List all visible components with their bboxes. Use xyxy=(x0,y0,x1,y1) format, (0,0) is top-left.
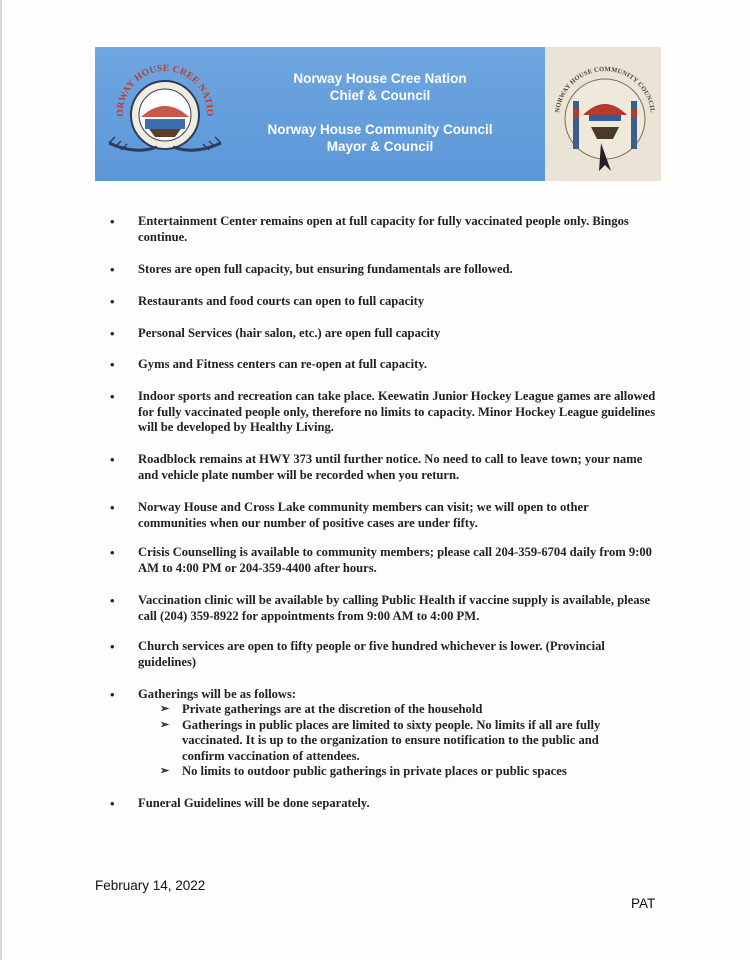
bullet-icon: • xyxy=(110,796,115,811)
sub-list-item-text: Gatherings in public places are limited to sixty people. No limits if all are fully vaccinated. It is up to the organization to ensure notification to the public and confirm vaccination of attendees. xyxy=(182,717,601,763)
bullet-icon: • xyxy=(110,500,115,515)
sub-list-item-text: No limits to outdoor public gatherings in private places or public spaces xyxy=(182,764,567,778)
sub-list-item-text: Private gatherings are at the discretion of the household xyxy=(182,702,483,716)
list-item-text: Stores are open full capacity, but ensuring fundamentals are followed. xyxy=(138,262,513,276)
list-item-text: Personal Services (hair salon, etc.) are open full capacity xyxy=(138,326,441,340)
header-title-block xyxy=(230,47,530,181)
header-line-chief: Chief & Council xyxy=(329,88,431,103)
bullet-icon: • xyxy=(110,262,115,277)
bullet-icon: • xyxy=(110,326,115,341)
bullet-icon: • xyxy=(110,389,115,404)
header-line-nation: Norway House Cree Nation xyxy=(293,71,467,86)
bullet-icon: • xyxy=(110,214,115,229)
arrow-bullet-icon: ➢ xyxy=(160,718,170,731)
cree-nation-logo-icon xyxy=(105,55,225,171)
sub-list-item xyxy=(160,764,640,780)
bullet-icon: • xyxy=(110,294,115,309)
bullet-icon: • xyxy=(110,593,115,608)
bullet-icon: • xyxy=(110,545,115,560)
list-item-text: Entertainment Center remains open at full capacity for fully vaccinated people only. Bingos continue. xyxy=(138,214,629,244)
bullet-icon: • xyxy=(110,687,115,702)
sub-list-item xyxy=(160,702,640,718)
header-banner xyxy=(95,47,661,181)
bullet-icon: • xyxy=(110,357,115,372)
gatherings-sublist xyxy=(160,702,640,780)
community-council-logo-icon xyxy=(545,47,661,181)
list-item-text: Gatherings will be as follows: xyxy=(138,687,297,701)
list-item-text: Church services are open to fifty people or five hundred whichever is lower. (Provincial guidelines) xyxy=(138,639,605,669)
list-item-text: Gyms and Fitness centers can re-open at full capacity. xyxy=(138,357,428,371)
svg-text:NORWAY HOUSE CREE NATION: ORWAY HOUSE CREE NATIO xyxy=(115,63,215,117)
list-item-text: Funeral Guidelines will be done separately. xyxy=(138,796,370,810)
arrow-bullet-icon: ➢ xyxy=(160,765,170,777)
list-item-text: Crisis Counselling is available to community members; please call 204-359-6704 daily from 9:00 AM to 4:00 PM or 204-359-4400 after hours. xyxy=(138,545,652,575)
list-item-text: Restaurants and food courts can open to full capacity xyxy=(138,294,425,308)
list-item-text: Roadblock remains at HWY 373 until further notice. No need to call to leave town; your name and vehicle plate number will be recorded when you return. xyxy=(138,452,643,482)
header-line-mayor: Mayor & Council xyxy=(326,139,434,154)
svg-text:NORWAY HOUSE COMMUNITY COUNCIL: NORWAY HOUSE COMMUNITY COUNCIL xyxy=(554,65,656,114)
list-item-text: Norway House and Cross Lake community members can visit; we will open to other communities when our number of positive cases are under fifty. xyxy=(138,500,589,530)
list-item-text: Indoor sports and recreation can take place. Keewatin Junior Hockey League games are allowed for fully vaccinated people only, therefore no limits to capacity. Minor Hockey League guidelines will be developed by Healthy Living. xyxy=(138,389,656,434)
header-line-community-council: Norway House Community Council xyxy=(267,122,493,137)
arrow-bullet-icon: ➢ xyxy=(160,703,170,715)
sub-list-item xyxy=(160,718,640,765)
bullet-icon: • xyxy=(110,452,115,467)
bullet-icon: • xyxy=(110,639,115,654)
list-item-text: Vaccination clinic will be available by calling Public Health if vaccine supply is available, please call (204) 359-8922 for appointments from 9:00 AM to 4:00 PM. xyxy=(138,593,651,623)
document-date: February 14, 2022 xyxy=(95,878,206,893)
author-initials: PAT xyxy=(631,896,656,911)
